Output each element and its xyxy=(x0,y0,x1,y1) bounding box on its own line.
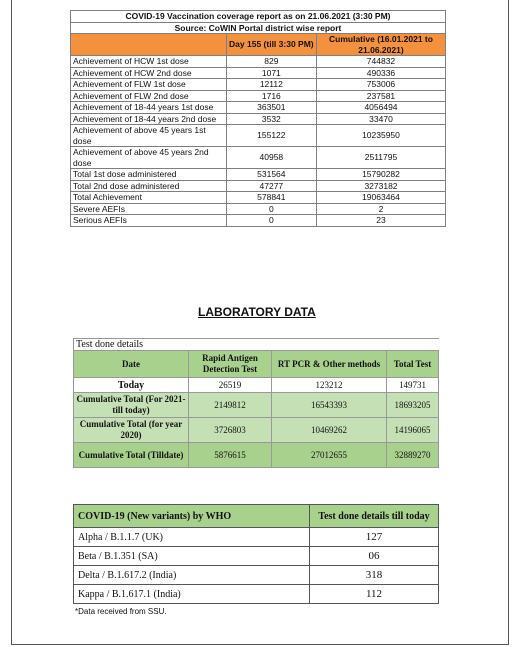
lab-row-label: Today xyxy=(74,378,189,393)
lab-row-rtpcr: 10469262 xyxy=(272,418,387,443)
row-label: Achievement of HCW 2nd dose xyxy=(71,67,227,79)
lab-header-rat: Rapid Antigen Detection Test xyxy=(189,351,272,378)
row-day: 3532 xyxy=(226,113,316,125)
lab-row-rtpcr: 16543393 xyxy=(272,393,387,418)
row-label: Achievement of 18-44 years 1st dose xyxy=(71,102,227,114)
row-day: 363501 xyxy=(226,102,316,114)
lab-row-rat: 2149812 xyxy=(189,393,272,418)
vaccination-header-cumulative: Cumulative (16.01.2021 to 21.06.2021) xyxy=(316,34,445,56)
variants-section xyxy=(73,504,439,616)
variant-count: 318 xyxy=(310,566,439,585)
lab-row-cumulative-2021 xyxy=(74,393,439,418)
row-cumulative: 4056494 xyxy=(316,102,445,114)
lab-row-total: 14196065 xyxy=(387,418,439,443)
row-label: Achievement of above 45 years 1st dose xyxy=(71,125,227,147)
lab-row-label: Cumulative Total (For 2021- till today) xyxy=(74,393,189,418)
vaccination-header-blank xyxy=(71,34,227,56)
row-day: 578841 xyxy=(226,192,316,204)
lab-row-cumulative-2020 xyxy=(74,418,439,443)
row-label: Achievement of above 45 years 2nd dose xyxy=(71,147,227,169)
laboratory-table xyxy=(73,338,439,468)
row-cumulative: 3273182 xyxy=(316,180,445,192)
row-label: Achievement of HCW 1st dose xyxy=(71,56,227,68)
vaccination-source: Source: CoWIN Portal district wise report xyxy=(71,22,446,34)
laboratory-section-title: LABORATORY DATA xyxy=(198,305,316,319)
row-day: 47277 xyxy=(226,180,316,192)
row-day: 829 xyxy=(226,56,316,68)
vaccination-row xyxy=(71,102,446,114)
variants-footnote: *Data received from SSU. xyxy=(75,607,167,616)
row-label: Achievement of 18-44 years 2nd dose xyxy=(71,113,227,125)
lab-header-rtpcr: RT PCR & Other methods xyxy=(272,351,387,378)
lab-row-total: 32889270 xyxy=(387,443,439,468)
lab-row-rtpcr: 27012655 xyxy=(272,443,387,468)
row-day: 1716 xyxy=(226,90,316,102)
lab-header-date: Date xyxy=(74,351,189,378)
row-cumulative: 23 xyxy=(316,215,445,227)
lab-row-rat: 3726803 xyxy=(189,418,272,443)
vaccination-row xyxy=(71,180,446,192)
row-cumulative: 33470 xyxy=(316,113,445,125)
variant-row xyxy=(74,547,439,566)
vaccination-row xyxy=(71,147,446,169)
vaccination-row xyxy=(71,192,446,204)
row-day: 0 xyxy=(226,215,316,227)
lab-row-rat: 5876615 xyxy=(189,443,272,468)
vaccination-row xyxy=(71,67,446,79)
variant-name: Alpha / B.1.1.7 (UK) xyxy=(74,528,310,547)
row-day: 1071 xyxy=(226,67,316,79)
vaccination-header-day: Day 155 (till 3:30 PM) xyxy=(226,34,316,56)
row-cumulative: 19063464 xyxy=(316,192,445,204)
row-cumulative: 2511795 xyxy=(316,147,445,169)
variant-name: Beta / B.1.351 (SA) xyxy=(74,547,310,566)
row-day: 12112 xyxy=(226,79,316,91)
row-label: Serious AEFIs xyxy=(71,215,227,227)
row-cumulative: 753006 xyxy=(316,79,445,91)
row-cumulative: 2 xyxy=(316,203,445,215)
row-day: 0 xyxy=(226,203,316,215)
lab-row-label: Cumulative Total (Tilldate) xyxy=(74,443,189,468)
vaccination-row xyxy=(71,90,446,102)
vaccination-table xyxy=(70,10,446,227)
variant-row xyxy=(74,528,439,547)
variant-count: 112 xyxy=(310,585,439,604)
variant-count: 06 xyxy=(310,547,439,566)
variant-name: Kappa / B.1.617.1 (India) xyxy=(74,585,310,604)
vaccination-row xyxy=(71,203,446,215)
row-label: Total Achievement xyxy=(71,192,227,204)
vaccination-row xyxy=(71,113,446,125)
row-label: Achievement of FLW 2nd dose xyxy=(71,90,227,102)
variant-name: Delta / B.1.617.2 (India) xyxy=(74,566,310,585)
vaccination-row xyxy=(71,169,446,181)
vaccination-row xyxy=(71,79,446,91)
lab-row-rtpcr: 123212 xyxy=(272,378,387,393)
lab-header-total: Total Test xyxy=(387,351,439,378)
vaccination-row xyxy=(71,125,446,147)
lab-row-label: Cumulative Total (for year 2020) xyxy=(74,418,189,443)
variant-count: 127 xyxy=(310,528,439,547)
vaccination-row xyxy=(71,215,446,227)
row-label: Severe AEFIs xyxy=(71,203,227,215)
row-cumulative: 744832 xyxy=(316,56,445,68)
lab-row-total: 149731 xyxy=(387,378,439,393)
row-label: Total 1st dose administered xyxy=(71,169,227,181)
row-day: 155122 xyxy=(226,125,316,147)
vaccination-row xyxy=(71,56,446,68)
row-cumulative: 490336 xyxy=(316,67,445,79)
variant-row xyxy=(74,566,439,585)
row-cumulative: 15790282 xyxy=(316,169,445,181)
row-label: Achievement of FLW 1st dose xyxy=(71,79,227,91)
variants-table xyxy=(73,504,439,604)
row-cumulative: 237581 xyxy=(316,90,445,102)
row-day: 531564 xyxy=(226,169,316,181)
lab-row-today xyxy=(74,378,439,393)
lab-row-rat: 26519 xyxy=(189,378,272,393)
lab-row-total: 18693205 xyxy=(387,393,439,418)
vaccination-title: COVID-19 Vaccination coverage report as on 21.06.2021 (3:30 PM) xyxy=(71,11,446,23)
variants-header-count: Test done details till today xyxy=(310,505,439,528)
lab-row-cumulative-tilldate xyxy=(74,443,439,468)
variant-row xyxy=(74,585,439,604)
row-day: 40958 xyxy=(226,147,316,169)
lab-caption: Test done details xyxy=(74,339,439,351)
row-cumulative: 10235950 xyxy=(316,125,445,147)
variants-header-name: COVID-19 (New variants) by WHO xyxy=(74,505,310,528)
row-label: Total 2nd dose administered xyxy=(71,180,227,192)
